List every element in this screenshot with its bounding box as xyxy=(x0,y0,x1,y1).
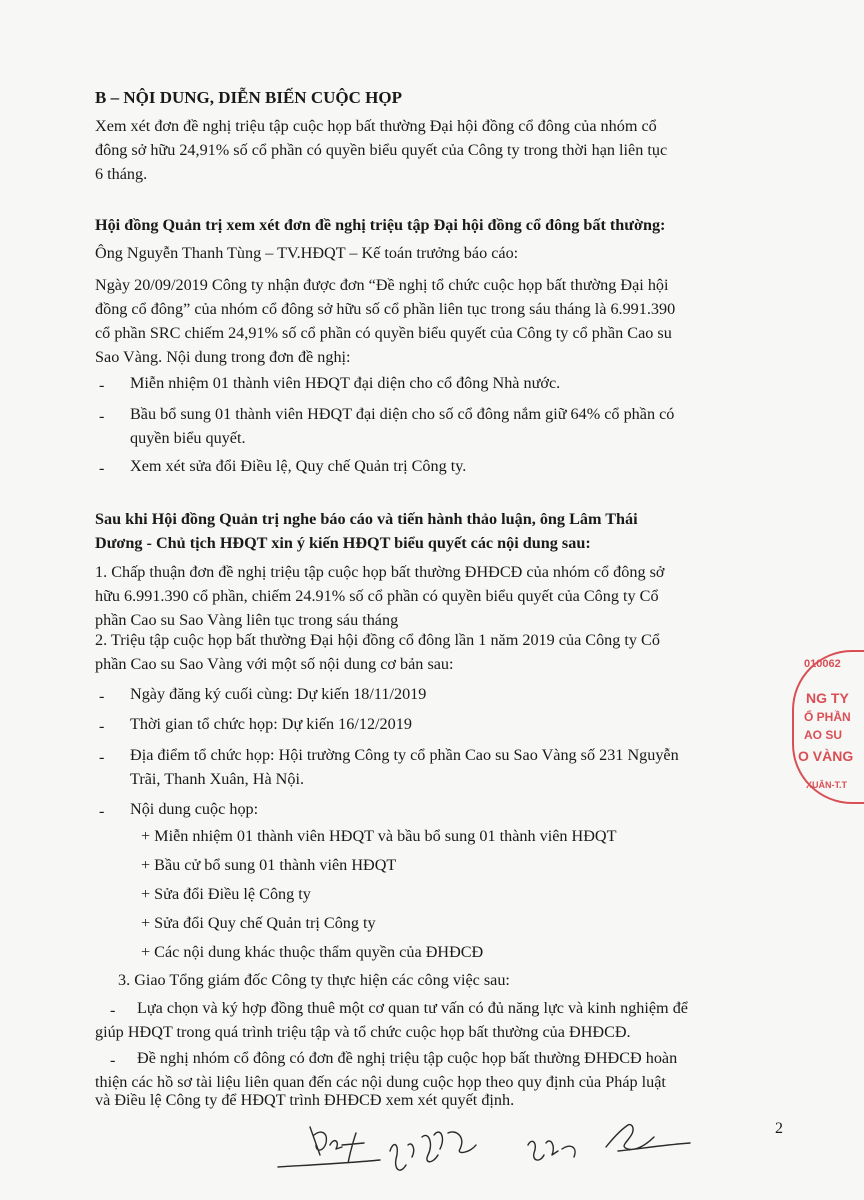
seal-text: AO SU xyxy=(804,728,843,742)
intro-line-1: Xem xét đơn đề nghị triệu tập cuộc họp bất thường Đại hội đồng cổ đông của nhóm cổ xyxy=(95,117,657,135)
item3-bullet-1: Lựa chọn và ký hợp đồng thuê một cơ quan tư vấn có đủ năng lực và kinh nghiệm để xyxy=(137,999,688,1017)
page-number: 2 xyxy=(775,1120,783,1137)
item3-bullet-2: Đề nghị nhóm cổ đông có đơn đề nghị triệu tập cuộc họp bất thường ĐHĐCĐ hoàn xyxy=(137,1049,678,1067)
item1-line-1: 1. Chấp thuận đơn đề nghị triệu tập cuộc họp bất thường ĐHĐCĐ của nhóm cổ đông sở xyxy=(95,563,665,581)
request-bullet-2: Bầu bổ sung 01 thành viên HĐQT đại diện cho số cổ đông nắm giữ 64% cổ phần có xyxy=(130,405,675,423)
report-line-2: đồng cổ đông” của nhóm cổ đông sở hữu số cổ phần liên tục trong sáu tháng là 6.991.390 xyxy=(95,300,676,318)
bullet-dash: - xyxy=(99,407,105,425)
bullet-dash: - xyxy=(99,459,105,477)
bullet-dash: - xyxy=(110,1001,116,1019)
item2-bullet-1: Ngày đăng ký cuối cùng: Dự kiến 18/11/2019 xyxy=(130,685,427,703)
bullet-dash: - xyxy=(99,748,105,766)
signature-2 xyxy=(390,1132,476,1170)
discussion-heading-2: Dương - Chủ tịch HĐQT xin ý kiến HĐQT biểu quyết các nội dung sau: xyxy=(95,534,591,552)
section-b-heading: B – NỘI DUNG, DIỄN BIẾN CUỘC HỌP xyxy=(95,88,402,107)
report-line-4: Sao Vàng. Nội dung trong đơn đề nghị: xyxy=(95,348,351,366)
company-seal xyxy=(792,650,864,804)
item3-bullet-1-cont: giúp HĐQT trong quá trình triệu tập và tổ chức cuộc họp bất thường của ĐHĐCĐ. xyxy=(95,1023,631,1041)
bullet-dash: - xyxy=(99,717,105,735)
agenda-item-4: + Sửa đổi Quy chế Quản trị Công ty xyxy=(141,914,376,932)
item2-bullet-2: Thời gian tổ chức họp: Dự kiến 16/12/2019 xyxy=(130,715,412,733)
signature-3 xyxy=(528,1141,575,1160)
item2-bullet-4: Nội dung cuộc họp: xyxy=(130,800,259,818)
bullet-dash: - xyxy=(99,802,105,820)
intro-line-3: 6 tháng. xyxy=(95,165,148,183)
seal-text: NG TY xyxy=(806,690,849,706)
discussion-heading-1: Sau khi Hội đồng Quản trị nghe báo cáo và tiến hành thảo luận, ông Lâm Thái xyxy=(95,510,638,528)
seal-text: XUÂN-T.T xyxy=(806,780,847,790)
seal-text: Ổ PHẦN xyxy=(804,710,851,724)
agenda-item-2: + Bầu cử bổ sung 01 thành viên HĐQT xyxy=(141,856,397,874)
bullet-dash: - xyxy=(110,1051,116,1069)
agenda-item-1: + Miễn nhiệm 01 thành viên HĐQT và bầu bổ sung 01 thành viên HĐQT xyxy=(141,827,617,845)
agenda-item-5: + Các nội dung khác thuộc thẩm quyền của ĐHĐCĐ xyxy=(141,943,484,961)
request-bullet-2-cont: quyền biểu quyết. xyxy=(130,429,246,447)
report-line-3: cổ phần SRC chiếm 24,91% số cổ phần có quyền biểu quyết của Công ty cổ phần Cao su xyxy=(95,324,672,342)
report-line-1: Ngày 20/09/2019 Công ty nhận được đơn “Đề nghị tổ chức cuộc họp bất thường Đại hội xyxy=(95,276,669,294)
item2-bullet-3-cont: Trãi, Thanh Xuân, Hà Nội. xyxy=(130,770,304,788)
item3-line: 3. Giao Tổng giám đốc Công ty thực hiện các công việc sau: xyxy=(118,971,510,989)
request-bullet-1: Miễn nhiệm 01 thành viên HĐQT đại diện cho cổ đông Nhà nước. xyxy=(130,374,561,392)
seal-text: 010062 xyxy=(804,658,841,670)
intro-line-2: đông sở hữu 24,91% số cổ phần có quyền biểu quyết của Công ty trong thời hạn liên tục xyxy=(95,141,668,159)
item2-line-2: phần Cao su Sao Vàng với một số nội dung cơ bản sau: xyxy=(95,655,454,673)
reporter-line: Ông Nguyễn Thanh Tùng – TV.HĐQT – Kế toán trưởng báo cáo: xyxy=(95,244,519,262)
request-bullet-3: Xem xét sửa đổi Điều lệ, Quy chế Quản trị Công ty. xyxy=(130,457,467,475)
agenda-item-3: + Sửa đổi Điều lệ Công ty xyxy=(141,885,311,903)
signatures xyxy=(270,1115,710,1190)
signature-4 xyxy=(606,1125,690,1151)
item3-bullet-2-cont: và Điều lệ Công ty để HĐQT trình ĐHĐCĐ xem xét quyết định. xyxy=(95,1091,515,1109)
item3-bullet-2-cont: thiện các hồ sơ tài liệu liên quan đến các nội dung cuộc họp theo quy định của Pháp luật xyxy=(95,1073,666,1091)
item1-line-3: phần Cao su Sao Vàng liên tục trong sáu tháng xyxy=(95,611,399,629)
item1-line-2: hữu 6.991.390 cổ phần, chiếm 24.91% số cổ phần có quyền biểu quyết của Công ty Cổ xyxy=(95,587,659,605)
item2-bullet-3: Địa điểm tổ chức họp: Hội trường Công ty cổ phần Cao su Sao Vàng số 231 Nguyễn xyxy=(130,746,679,764)
signature-1 xyxy=(278,1127,380,1167)
board-review-heading: Hội đồng Quản trị xem xét đơn đề nghị triệu tập Đại hội đồng cổ đông bất thường: xyxy=(95,216,666,234)
item2-line-1: 2. Triệu tập cuộc họp bất thường Đại hội đồng cổ đông lần 1 năm 2019 của Công ty Cổ xyxy=(95,631,660,649)
seal-text: O VÀNG xyxy=(798,748,854,764)
bullet-dash: - xyxy=(99,687,105,705)
bullet-dash: - xyxy=(99,376,105,394)
